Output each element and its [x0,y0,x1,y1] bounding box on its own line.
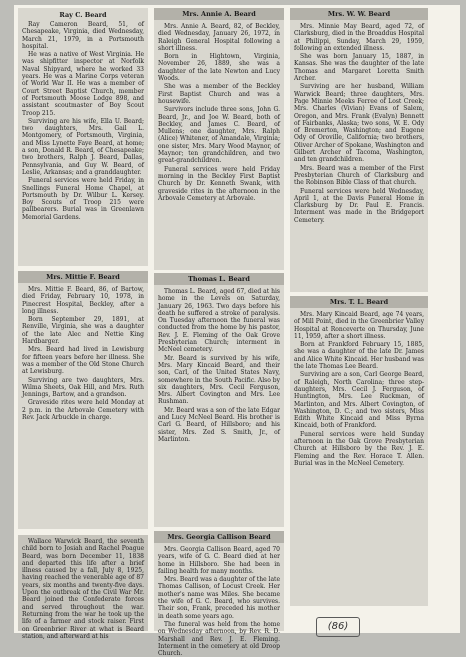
clipping-paragraph: Surviving are his wife, Ella U. Beard; two daughters, Mrs. Gail L. Montgomery, of Portsmouth, Virginia, and Miss Lynette Faye Beard, at home; a son, Donald R. Beard, of Chesapeake; two brothers, Ralph J. Beard, Dallas, Pennsylvania, and Guy W. Beard, of Leslie, Arkansas; and a granddaughter. [22,117,144,176]
clipping-paragraph: Mrs. Mary Kincaid Beard, age 74 years, of Mill Point, died in the Greenbrier Valley Hospital at Ronceverte on Thursday, June 11, 1959, after a short illness. [294,311,424,340]
clipping-paragraph: Mrs. Georgia Callison Beard, aged 70 years, wife of G. C. Beard died at her home in Hillsboro. She had been in failing health for many months. [158,546,280,575]
clipping-mary-beard [290,296,428,606]
clipping-paragraph: She was a member of the Beckley First Baptist Church and was a housewife. [158,83,280,105]
scrapbook-page [14,5,460,657]
clipping-paragraph: Born in Hightown, Virginia, November 26, 1889, she was a daughter of the late Newton and Lucy Woods. [158,53,280,83]
clipping-paragraph: Wallace Warwick Beard, the seventh child born to Josiah and Rachel Poague Beard, was born December 11, 1838 and departed this life after a brief illness caused by a fall, July 8, 1925, having reached the venerable age of 87 years, six months and twenty-five days. Upon the outbreak of the Civil War Mr. Beard joined the Confederate forces and served throughout the war. Returning from the war he took up the life of a farmer and stock raiser. First on Greenbrier River at what is Beard station, and afterward at his [22,538,144,640]
clipping-annie-beard [154,8,284,270]
clipping-paragraph: Ray Cameron Beard, 51, of Chesapeake, Virginia, died Wednesday, March 21, 1979, in a Portsmouth hospital. [22,21,144,50]
clipping-heading: Mrs. Annie A. Beard [154,8,284,20]
clipping-paragraph: Mr. Beard was a son of the late Edgar and Lucy McNeel Beard. His brother is Carl G. Beard, of Hillsboro; and his sister, Mrs. Zed S. Smith, Jr., of Marlinton. [158,406,280,443]
page-number: (86) [316,617,360,637]
clipping-paragraph: Mr. Beard is survived by his wife, Mrs. Mary Kincaid Beard, and their son, Carl, of the United States Navy, somewhere in the South Pacific. Also by six daughters, Mrs. Cecil Ferguson, Mrs. Albert Covington and Mrs. Lee Rushman. [158,354,280,406]
clipping-paragraph: Funeral services were held Wednesday, April 1, at the Davis Funeral Home in Clarksburg by Dr. Paul E. Francis. Interment was made in the Bridgeport Cemetery. [294,187,424,224]
clipping-heading: Thomas L. Beard [154,273,284,285]
clipping-paragraph: Mrs. Mittie F. Beard, 86, of Bartow, died Friday, February 10, 1978, in Pinecrest Hospital, Beckley, after a long illness. [22,286,144,315]
clipping-ray-beard [18,8,148,266]
clipping-heading: Mrs. Georgia Callison Beard [154,531,284,543]
clipping-paragraph: The funeral was held from the home on Wednesday afternoon, by Rev. R. D. Marshall and Rev. J. E. Fleming. Interment in the cemetery at old Droop Church. [158,620,280,657]
clipping-paragraph: Funeral services were held Friday, in Snellings Funeral Home Chapel, at Portsmouth by Dr. Wilbur L. Kersey. Boy Scouts of Troop 215 were pallbearers. Burial was in Greenlawn Memorial Gardens. [22,177,144,221]
clipping-heading: Mrs. W. W. Beard [290,8,428,20]
clipping-paragraph: Mrs. Minnie May Beard, aged 72, of Clarksburg, died in the Broaddus Hospital at Philippi, Sunday, March 29, 1959, following an extended illness. [294,23,424,52]
clipping-paragraph: Mrs. Annie A. Beard, 82, of Beckley, died Wednesday, January 26, 1972, in Raleigh General Hospital following a short illness. [158,23,280,52]
clipping-paragraph: She was born January 15, 1887, in Kansas. She was the daughter of the late Thomas and Margaret Loretta Smith Archer. [294,53,424,83]
clipping-paragraph: Graveside rites were held Monday at 2 p.m. in the Arbovale Cemetery with Rev. Jack Arbuckle in charge. [22,399,144,422]
clipping-wallace-beard [18,535,148,640]
clipping-paragraph: Funeral services were held Sunday afternoon in the Oak Grove Presbyterian Church at Hillsboro by the Rev. J. E. Fleming and the Rev. Horace T. Allen. Burial was in the McNeel Cemetery. [294,430,424,467]
clipping-paragraph: Born September 29, 1891, at Renville, Virginia, she was a daughter of the late Alec and Nettie King Hardbarger. [22,316,144,346]
clipping-paragraph: Surviving are a son, Carl George Beard, of Raleigh, North Carolina; three step-daughters, Mrs. Cecil J. Ferguson, of Huntington, Mrs. Lee Ruckman, of Marlinton, and Mrs. Albert Covington, of Washington, D. C.; and two sisters, Miss Edith White Kincaid and Miss Byrna Kincaid, both of Frankford. [294,371,424,430]
clipping-minnie-beard [290,8,428,292]
clipping-heading: Mrs. Mittie F. Beard [18,271,148,283]
clipping-thomas-beard [154,273,284,527]
clipping-paragraph: Born at Frankford February 15, 1885, she was a daughter of the late Dr. James and Alice White Kincaid. Her husband was the late Thomas Lee Beard. [294,341,424,371]
clipping-paragraph: Mrs. Beard had lived in Lewisburg for fifteen years before her illness. She was a member of the Old Stone Church at Lewisburg. [22,346,144,376]
clipping-paragraph: Thomas L. Beard, aged 67, died at his home in the Levels on Saturday, January 26, 1963. Two days before his death he suffered a stroke of paralysis. On Tuesday afternoon the funeral was conducted from the home by his pastor, Rev. J. E. Fleming of the Oak Grove Presbyterian Church; interment in McNeel cemetery. [158,288,280,354]
clipping-paragraph: Surviving are two daughters, Mrs. Wilma Sheets, Oak Hill, and Mrs. Ruth Jennings, Bartow, and a grandson. [22,376,144,399]
clipping-georgia-beard [154,531,284,657]
clipping-paragraph: Survivors include three sons, John G. Beard, Jr., and Joe W. Beard, both of Beckley, and James C. Beard, of Mullens; one daughter, Mrs. Ralph (Alice) Whitener, of Amandale, Virginia; one sister, Mrs. Mary Wood Maynor, of Maynor; ten grandchildren, and two great-grandchildren. [158,106,280,165]
clipping-paragraph: Mrs. Beard was a member of the First Presbyterian Church of Clarksburg and the Robinson Bible Class of that church. [294,164,424,187]
clipping-mittie-beard [18,271,148,529]
clipping-paragraph: Mrs. Beard was a daughter of the late Thomas Callison, of Locust Creek. Her mother's name was Miles. She became the wife of G. C. Beard, who survives. Their son, Frank, preceded his mother in death some years ago. [158,576,280,620]
clipping-paragraph: He was a native of West Virginia. He was shipfitter inspector at Norfolk Naval Shipyard, where he worked 33 years. He was a Marine Corps veteran of World War II. He was a member of Court Street Baptist Church, member of Portsmouth Moose Lodge 898, and assistant scoutmaster of Boy Scout Troop 215. [22,51,144,117]
clipping-heading: Ray C. Beard [59,11,107,19]
clipping-heading: Mrs. T. L. Beard [290,296,428,308]
clipping-paragraph: Funeral services were held Friday morning in the Beckley First Baptist Church by Dr. Kenneth Swank, with graveside rites in the afternoon in the Arbovale Cemetery at Arbovale. [158,165,280,202]
clipping-paragraph: Surviving are her husband, William Warwick Beard; three daughters, Mrs. Page Minnie Meeks Ferree of Lost Creek; Mrs. Charles (Vivian) Evans of Salem, Oregon, and Mrs. Frank (Evalyn) Bennett of Fairbanks, Alaska; two sons, W. E. Ody of Bremerton, Washington; and Eugene Ody of Oroville, California; two brothers, Oliver Archer of Spokane, Washington and Gilbert Archer of Tacoma, Washington, and ten grandchildren. [294,83,424,164]
